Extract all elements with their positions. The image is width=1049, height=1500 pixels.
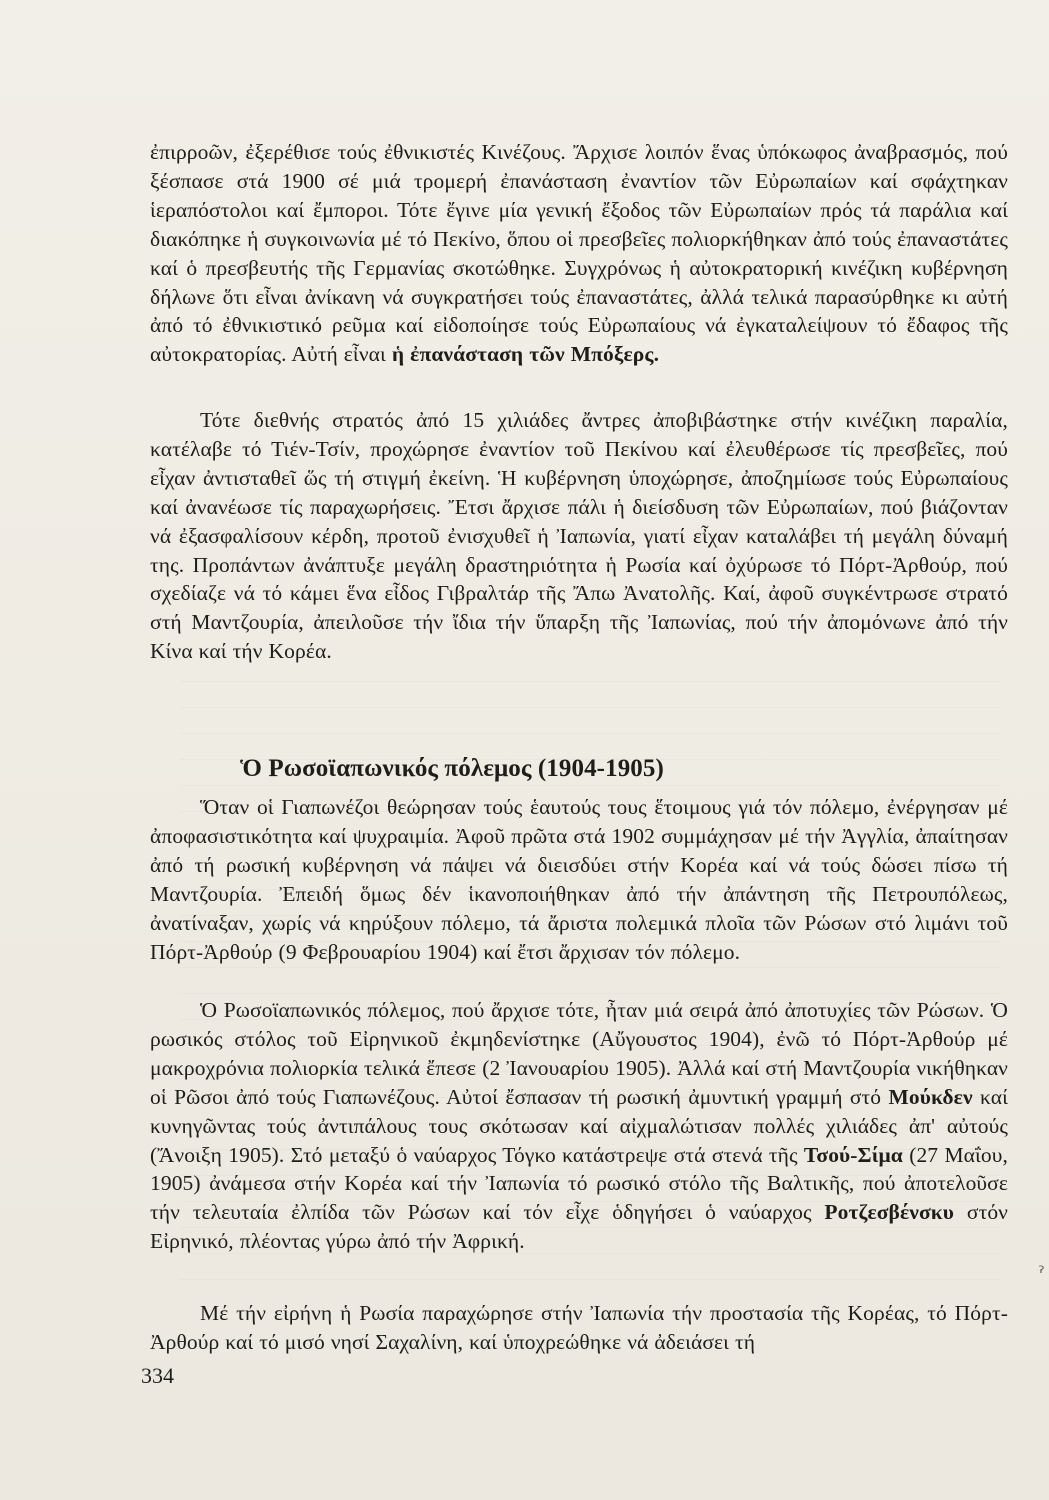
paragraph-body: ἐπιρροῶν, ἐξερέθισε τούς ἐθνικιστές Κινέζους. Ἄρχισε λοιπόν ἕνας ὑπόκωφος ἀναβρασμός, πού ξέσπασε στά 1900 σέ μιά τρομερή ἐπανάσταση ἐναντίον τῶν Εὐρωπαίων καί σφάχτηκαν ἱεραπόστολοι καί ἔμποροι. Τότε ἔγινε μία γενική ἔξοδος τῶν Εὐρωπαίων πρός τά παράλια καί διακόπηκε ἡ συγκοινωνία μέ τό Πεκίνο, ὅπου οἱ πρεσβεῖες πολιορκήθηκαν ἀπό τούς ἐπαναστάτες καί ὁ πρεσβευτής τῆς Γερμανίας σκοτώθηκε. Συγχρόνως ἡ αὐτοκρατορική κινέζικη κυβέρνηση δήλωνε ὅτι εἶναι ἀνίκανη νά συγκρατήσει τούς ἐπαναστάτες, ἀλλά τελικά παρασύρθηκε κι αὐτή ἀπό τό ἐθνικιστικό ρεῦμα καί εἰδοποίησε τούς Εὐρωπαίους νά ἐγκαταλείψουν τό ἔδαφος τῆς αὐτοκρατορίας. Αὐτή εἶναι <box>150 140 1008 367</box>
paragraph-part-3: (27 Μαΐου, 1905) ἀνάμεσα στήν Κορέα καί τήν Ἰαπωνία τό ρωσικό στόλο τῆς Βαλτικῆς, πού ἀποτελοῦσε τήν τελευταία ἐλπίδα τῶν Ρώσων καί τόν εἶχε ὁδηγήσει ὁ ναύαρχος <box>150 1142 1008 1225</box>
paragraph-part-4: στόν Εἰρηνικό, πλέοντας γύρω ἀπό τήν Ἀφρική. <box>150 1200 1009 1254</box>
paragraph-war-start <box>150 793 1008 966</box>
section-heading: Ὁ Ρωσοϊαπωνικός πόλεμος (1904-1905) <box>240 755 664 782</box>
bold-place-mukden: Μούκδεν <box>888 1084 973 1109</box>
margin-mark: ˀ <box>1038 1263 1045 1284</box>
paragraph-text: Μέ τήν εἰρήνη ἡ Ρωσία παραχώρησε στήν Ἰαπωνία τήν προστασία τῆς Κορέας, τό Πόρτ-Ἀρθούρ καί τό μισό νησί Σαχαλίνη, καί ὑποχρεώθηκε νά ἀδειάσει τή <box>150 1301 1008 1354</box>
paragraph-text <box>150 996 1008 1256</box>
paragraph-text <box>150 138 1008 369</box>
paragraph-war-course <box>150 996 1008 1256</box>
paragraph-boxer-rebellion-intro <box>150 138 1008 369</box>
bold-name-rozhestvensky: Ροτζεσβένσκυ <box>824 1200 955 1225</box>
bold-place-tsushima: Τσού-Σίμα <box>803 1142 903 1167</box>
paragraph-peace-terms <box>150 1299 1008 1357</box>
paragraph-international-intervention <box>150 406 1008 666</box>
paragraph-text: Ὅταν οἱ Γιαπωνέζοι θεώρησαν τούς ἑαυτούς τους ἕτοιμους γιά τόν πόλεμο, ἐνέργησαν μέ ἀποφασιστικότητα καί ψυχραιμία. Ἀφοῦ πρῶτα στά 1902 συμμάχησαν μέ τήν Ἀγγλία, ἀπαίτησαν ἀπό τή ρωσική κυβέρνηση νά πάψει νά διεισδύει στήν Κορέα καί νά τούς δώσει πίσω τή Μαντζουρία. Ἐπειδή ὅμως δέν ἱκανοποιήθηκαν ἀπό τήν ἀπάντηση τῆς Πετρουπόλεως, ἀνατίναξαν, χωρίς νά κηρύξουν πόλεμο, τά ἄριστα πολεμικά πλοῖα τῶν Ρώσων στό λιμάνι τοῦ Πόρτ-Ἀρθούρ (9 Φεβρουαρίου 1904) καί ἔτσι ἄρχισαν τόν πόλεμο. <box>150 795 1008 964</box>
paragraph-text: Τότε διεθνής στρατός ἀπό 15 χιλιάδες ἄντρες ἀποβιβάστηκε στήν κινέζικη παραλία, κατέλαβε τό Τιέν-Τσίν, προχώρησε ἐναντίον τοῦ Πεκίνου καί ἐλευθέρωσε τίς πρεσβεῖες, πού εἶχαν ἀντισταθεῖ ὥς τή στιγμή ἐκείνη. Ἡ κυβέρνηση ὑποχώρησε, ἀποζημίωσε τούς Εὐρωπαίους καί ἀνανέωσε τίς παραχωρήσεις. Ἔτσι ἄρχισε πάλι ἡ διείσδυση τῶν Εὐρωπαίων, πού βιάζονταν νά ἐξασφαλίσουν κέρδη, προτοῦ ἐνισχυθεῖ ἡ Ἰαπωνία, γιατί εἶχαν καταλάβει τή μεγάλη δύναμή της. Προπάντων ἀνάπτυξε μεγάλη δραστηριότητα ἡ Ρωσία καί ὀχύρωσε τό Πόρτ-Ἀρθούρ, πού σχεδίαζε νά τό κάμει ἕνα εἶδος Γιβραλτάρ τῆς Ἄπω Ἀνατολῆς. Καί, ἀφοῦ συγκέντρωσε στρατό στή Μαντζουρία, ἀπειλοῦσε τήν ἴδια τήν ὕπαρξη τῆς Ἰαπωνίας, πού τήν ἀπομόνωνε ἀπό τήν Κίνα καί τήν Κορέα. <box>150 408 1008 664</box>
page-number: 334 <box>141 1363 174 1388</box>
paragraph-part-2: καί κυνηγῶντας τούς ἀντιπάλους τους σκότωσαν καί αἰχμαλώτισαν πολλές χιλιάδες ἀπ' αὐτούς (Ἄνοιξη 1905). Στό μεταξύ ὁ ναύαρχος Τόγκο κατάστρεψε στά στενά τῆς <box>150 1084 1008 1167</box>
bold-phrase-boxer-rebellion: ἡ ἐπανάσταση τῶν Μπόξερς. <box>391 342 660 367</box>
paragraph-part-1: Ὁ Ρωσοϊαπωνικός πόλεμος, πού ἄρχισε τότε, ἦταν μιά σειρά ἀπό ἀποτυχίες τῶν Ρώσων. Ὁ ρωσικός στόλος τοῦ Εἰρηνικοῦ ἐκμηδενίστηκε (Αὔγουστος 1904), ἐνῶ τό Πόρτ-Ἀρθούρ μέ μακροχρόνια πολιορκία τελικά ἔπεσε (2 Ἰανουαρίου 1905). Ἀλλά καί στή Μαντζουρία νικήθηκαν οἱ Ρῶσοι ἀπό τούς Γιαπωνέζους. Αὐτοί ἔσπασαν τή ρωσική ἀμυντική γραμμή στό <box>150 998 1008 1109</box>
